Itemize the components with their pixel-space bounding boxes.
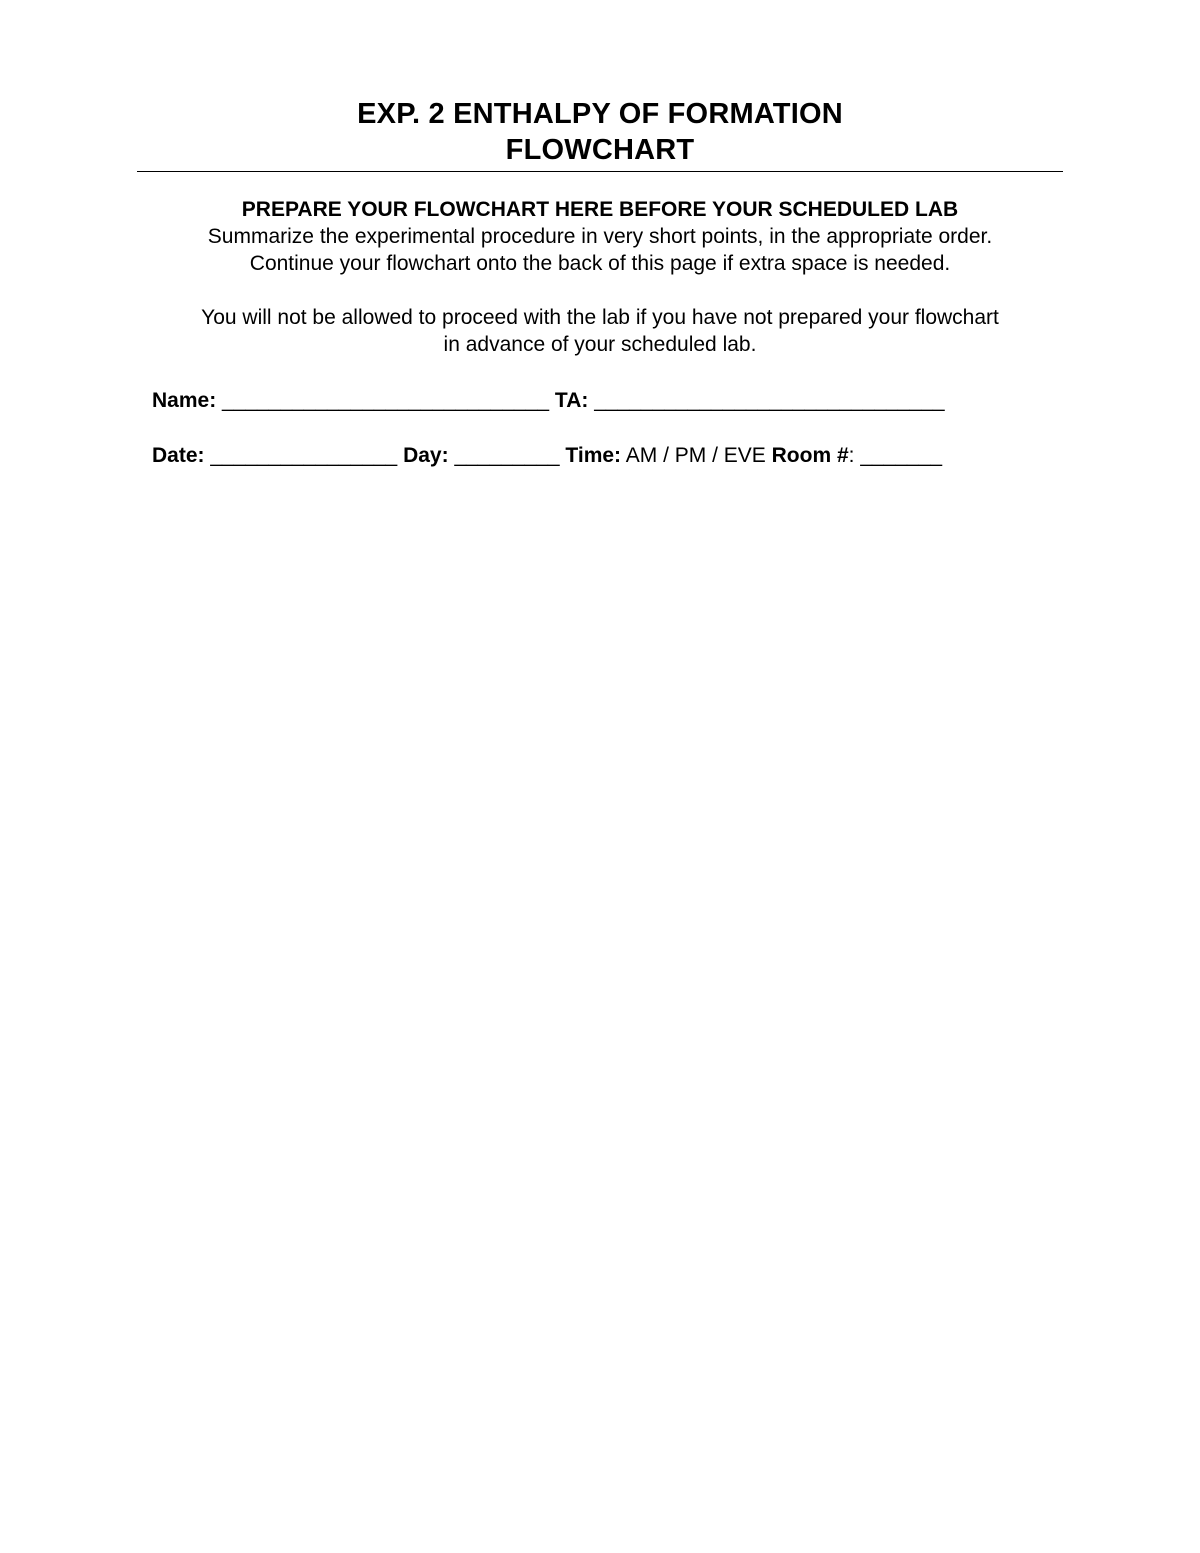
room-label: Room # [771, 444, 849, 467]
title-line-2: FLOWCHART [505, 134, 695, 166]
instructions-block [137, 196, 1063, 358]
date-time-row [152, 442, 1052, 469]
ta-field[interactable]: ______________________________ [594, 389, 945, 412]
time-options[interactable]: AM / PM / EVE [625, 444, 766, 467]
name-label: Name: [152, 389, 217, 412]
date-field[interactable]: ________________ [210, 444, 398, 467]
instructions-line-1: Summarize the experimental procedure in very short points, in the appropriate order. [207, 225, 993, 248]
room-colon: : [848, 444, 855, 467]
instructions-heading: PREPARE YOUR FLOWCHART HERE BEFORE YOUR SCHEDULED LAB [241, 198, 959, 221]
instructions-line-2: Continue your flowchart onto the back of this page if extra space is needed. [249, 252, 951, 275]
document-title [137, 96, 1063, 168]
title-line-1: EXP. 2 ENTHALPY OF FORMATION [357, 98, 843, 130]
day-label: Day: [403, 444, 449, 467]
warning-line-2: in advance of your scheduled lab. [443, 333, 757, 356]
day-field[interactable]: _________ [454, 444, 560, 467]
name-ta-row [152, 387, 1052, 414]
warning-line-1: You will not be allowed to proceed with the lab if you have not prepared your flowchart [201, 306, 999, 329]
name-field[interactable]: ____________________________ [222, 389, 550, 412]
date-label: Date: [152, 444, 205, 467]
ta-label: TA: [554, 389, 589, 412]
time-label: Time: [565, 444, 622, 467]
title-divider [137, 171, 1063, 172]
instructions-spacer [137, 277, 1063, 304]
room-field[interactable]: _______ [860, 444, 943, 467]
